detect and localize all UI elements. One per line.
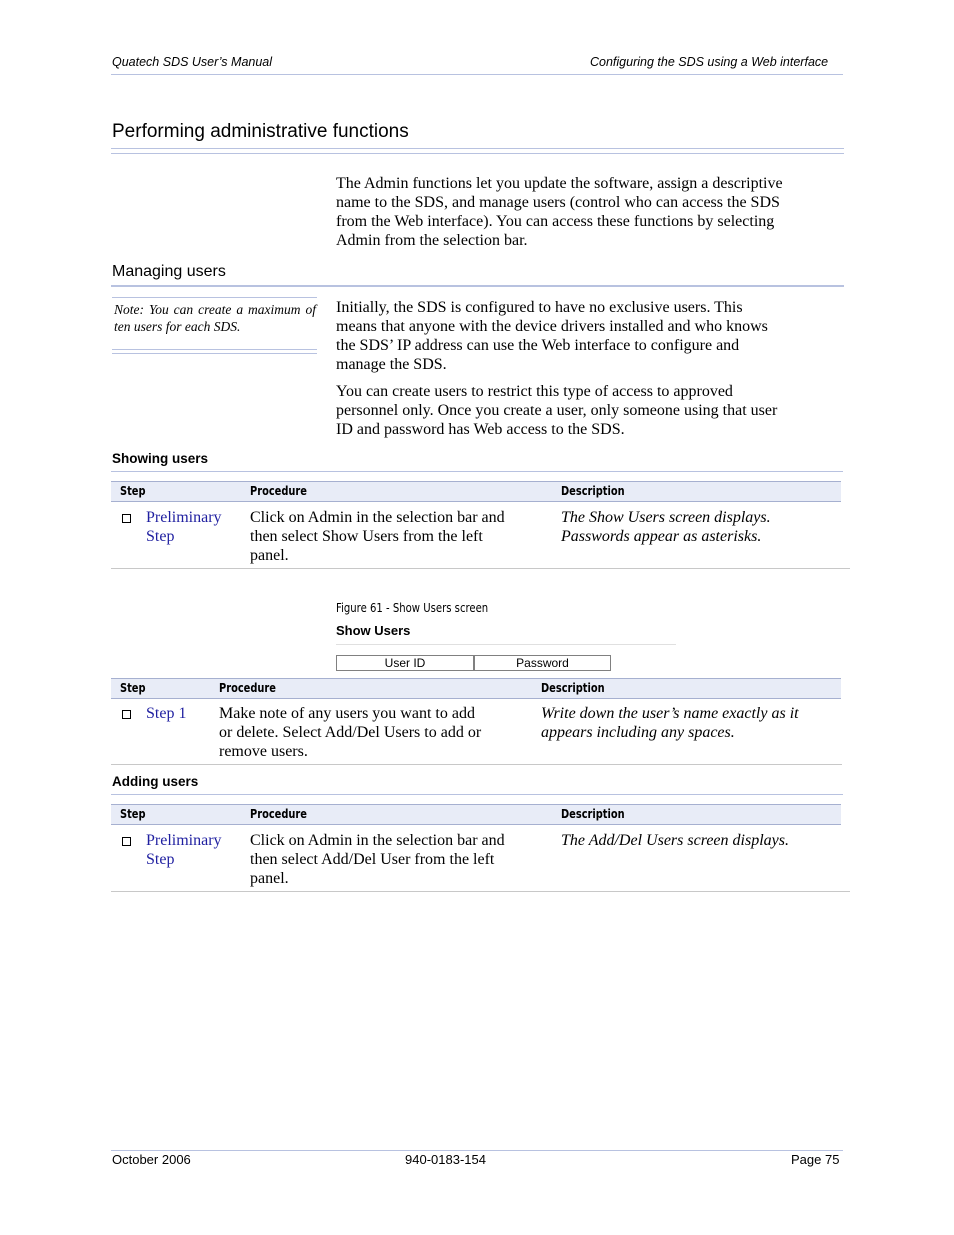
intro-line: name to the SDS, and manage users (control who can access the SDS [336, 194, 780, 211]
paragraph-line: means that anyone with the device drivers installed and who knows [336, 318, 768, 335]
procedure-line: Make note of any users you want to add [219, 705, 475, 722]
procedure-line: then select Show Users from the left [250, 528, 483, 545]
note-rule-top [112, 297, 317, 298]
footer-page-number: Page 75 [791, 1152, 840, 1167]
paragraph-line: ID and password has Web access to the SDS. [336, 421, 625, 438]
step-line: Preliminary [146, 509, 222, 526]
figure-caption: Figure 61 - Show Users screen [336, 601, 489, 615]
col-description-header: Description [561, 807, 625, 821]
note-text: Note: You can create a maximum of ten users for each SDS. [114, 302, 316, 334]
procedure-line: or delete. Select Add/Del Users to add or [219, 724, 482, 741]
procedure-line: then select Add/Del User from the left [250, 851, 495, 868]
description-cell [561, 831, 789, 850]
checkbox-bullet-icon [122, 837, 131, 846]
paragraph-line: manage the SDS. [336, 356, 447, 373]
description-line: The Add/Del Users screen displays. [561, 832, 789, 849]
procedure-line: remove users. [219, 743, 308, 760]
adding-users-title: Adding users [112, 774, 199, 789]
managing-paragraph-2 [336, 382, 777, 439]
table-header-row [111, 678, 841, 699]
running-header-left: Quatech SDS User’s Manual [112, 55, 273, 69]
step-link-preliminary[interactable] [146, 831, 222, 869]
procedure-line: panel. [250, 870, 289, 887]
table-header-row [111, 804, 841, 825]
paragraph-line: personnel only. Once you create a user, only someone using that user [336, 402, 778, 419]
section-rule-top [111, 148, 844, 149]
col-description-header: Description [561, 484, 625, 498]
paragraph-line: the SDS’ IP address can use the Web interface to configure and [336, 337, 740, 354]
step-link-preliminary[interactable] [146, 508, 222, 546]
password-column-header: Password [474, 655, 611, 671]
showing-users-rule [111, 471, 843, 472]
step-line: Step [146, 528, 175, 545]
paragraph-line: Initially, the SDS is configured to have no exclusive users. This [336, 299, 743, 316]
step-line: Step [146, 851, 175, 868]
checkbox-bullet-icon [122, 710, 131, 719]
description-cell [561, 508, 771, 546]
col-step-header: Step [120, 484, 146, 498]
managing-users-title: Managing users [112, 263, 226, 280]
col-procedure-header: Procedure [250, 484, 307, 498]
checkbox-bullet-icon [122, 514, 131, 523]
description-line: appears including any spaces. [541, 724, 735, 741]
intro-line: from the Web interface). You can access these functions by selecting [336, 213, 775, 230]
procedure-line: Click on Admin in the selection bar and [250, 832, 505, 849]
screen-title: Show Users [336, 623, 411, 638]
intro-line: Admin from the selection bar. [336, 232, 528, 249]
adding-users-rule [111, 794, 843, 795]
col-step-header: Step [120, 681, 146, 695]
intro-paragraph [336, 174, 783, 250]
description-line: Write down the user’s name exactly as it [541, 705, 799, 722]
step-link-step-1[interactable]: Step 1 [146, 705, 187, 722]
footer-rule [111, 1150, 843, 1151]
running-header-right: Configuring the SDS using a Web interface [590, 55, 829, 69]
note-rule-bottom-2 [112, 353, 317, 354]
description-cell [541, 704, 799, 742]
table-row-divider [111, 764, 842, 765]
table-row-divider [111, 568, 850, 569]
procedure-line: panel. [250, 547, 289, 564]
procedure-line: Click on Admin in the selection bar and [250, 509, 505, 526]
col-step-header: Step [120, 807, 146, 821]
col-procedure-header: Procedure [219, 681, 276, 695]
description-line: The Show Users screen displays. [561, 509, 771, 526]
col-description-header: Description [541, 681, 605, 695]
section-title: Performing administrative functions [112, 121, 409, 142]
col-procedure-header: Procedure [250, 807, 307, 821]
procedure-cell [250, 831, 505, 888]
footer-doc-number: 940-0183-154 [405, 1152, 486, 1167]
procedure-cell [250, 508, 505, 565]
managing-paragraph-1 [336, 298, 768, 374]
screen-title-rule [336, 644, 676, 645]
footer-date: October 2006 [112, 1152, 191, 1167]
description-line: Passwords appear as asterisks. [561, 528, 762, 545]
procedure-cell [219, 704, 481, 761]
step-line: Preliminary [146, 832, 222, 849]
table-row-divider [111, 891, 850, 892]
showing-users-title: Showing users [112, 451, 209, 466]
header-rule [111, 74, 843, 75]
paragraph-line: You can create users to restrict this type of access to approved [336, 383, 733, 400]
user-id-column-header: User ID [336, 655, 474, 671]
intro-line: The Admin functions let you update the software, assign a descriptive [336, 175, 783, 192]
table-header-row [111, 481, 841, 502]
note-rule-bottom-1 [112, 349, 317, 350]
managing-users-rule [111, 285, 844, 287]
section-rule-bottom [111, 153, 844, 154]
